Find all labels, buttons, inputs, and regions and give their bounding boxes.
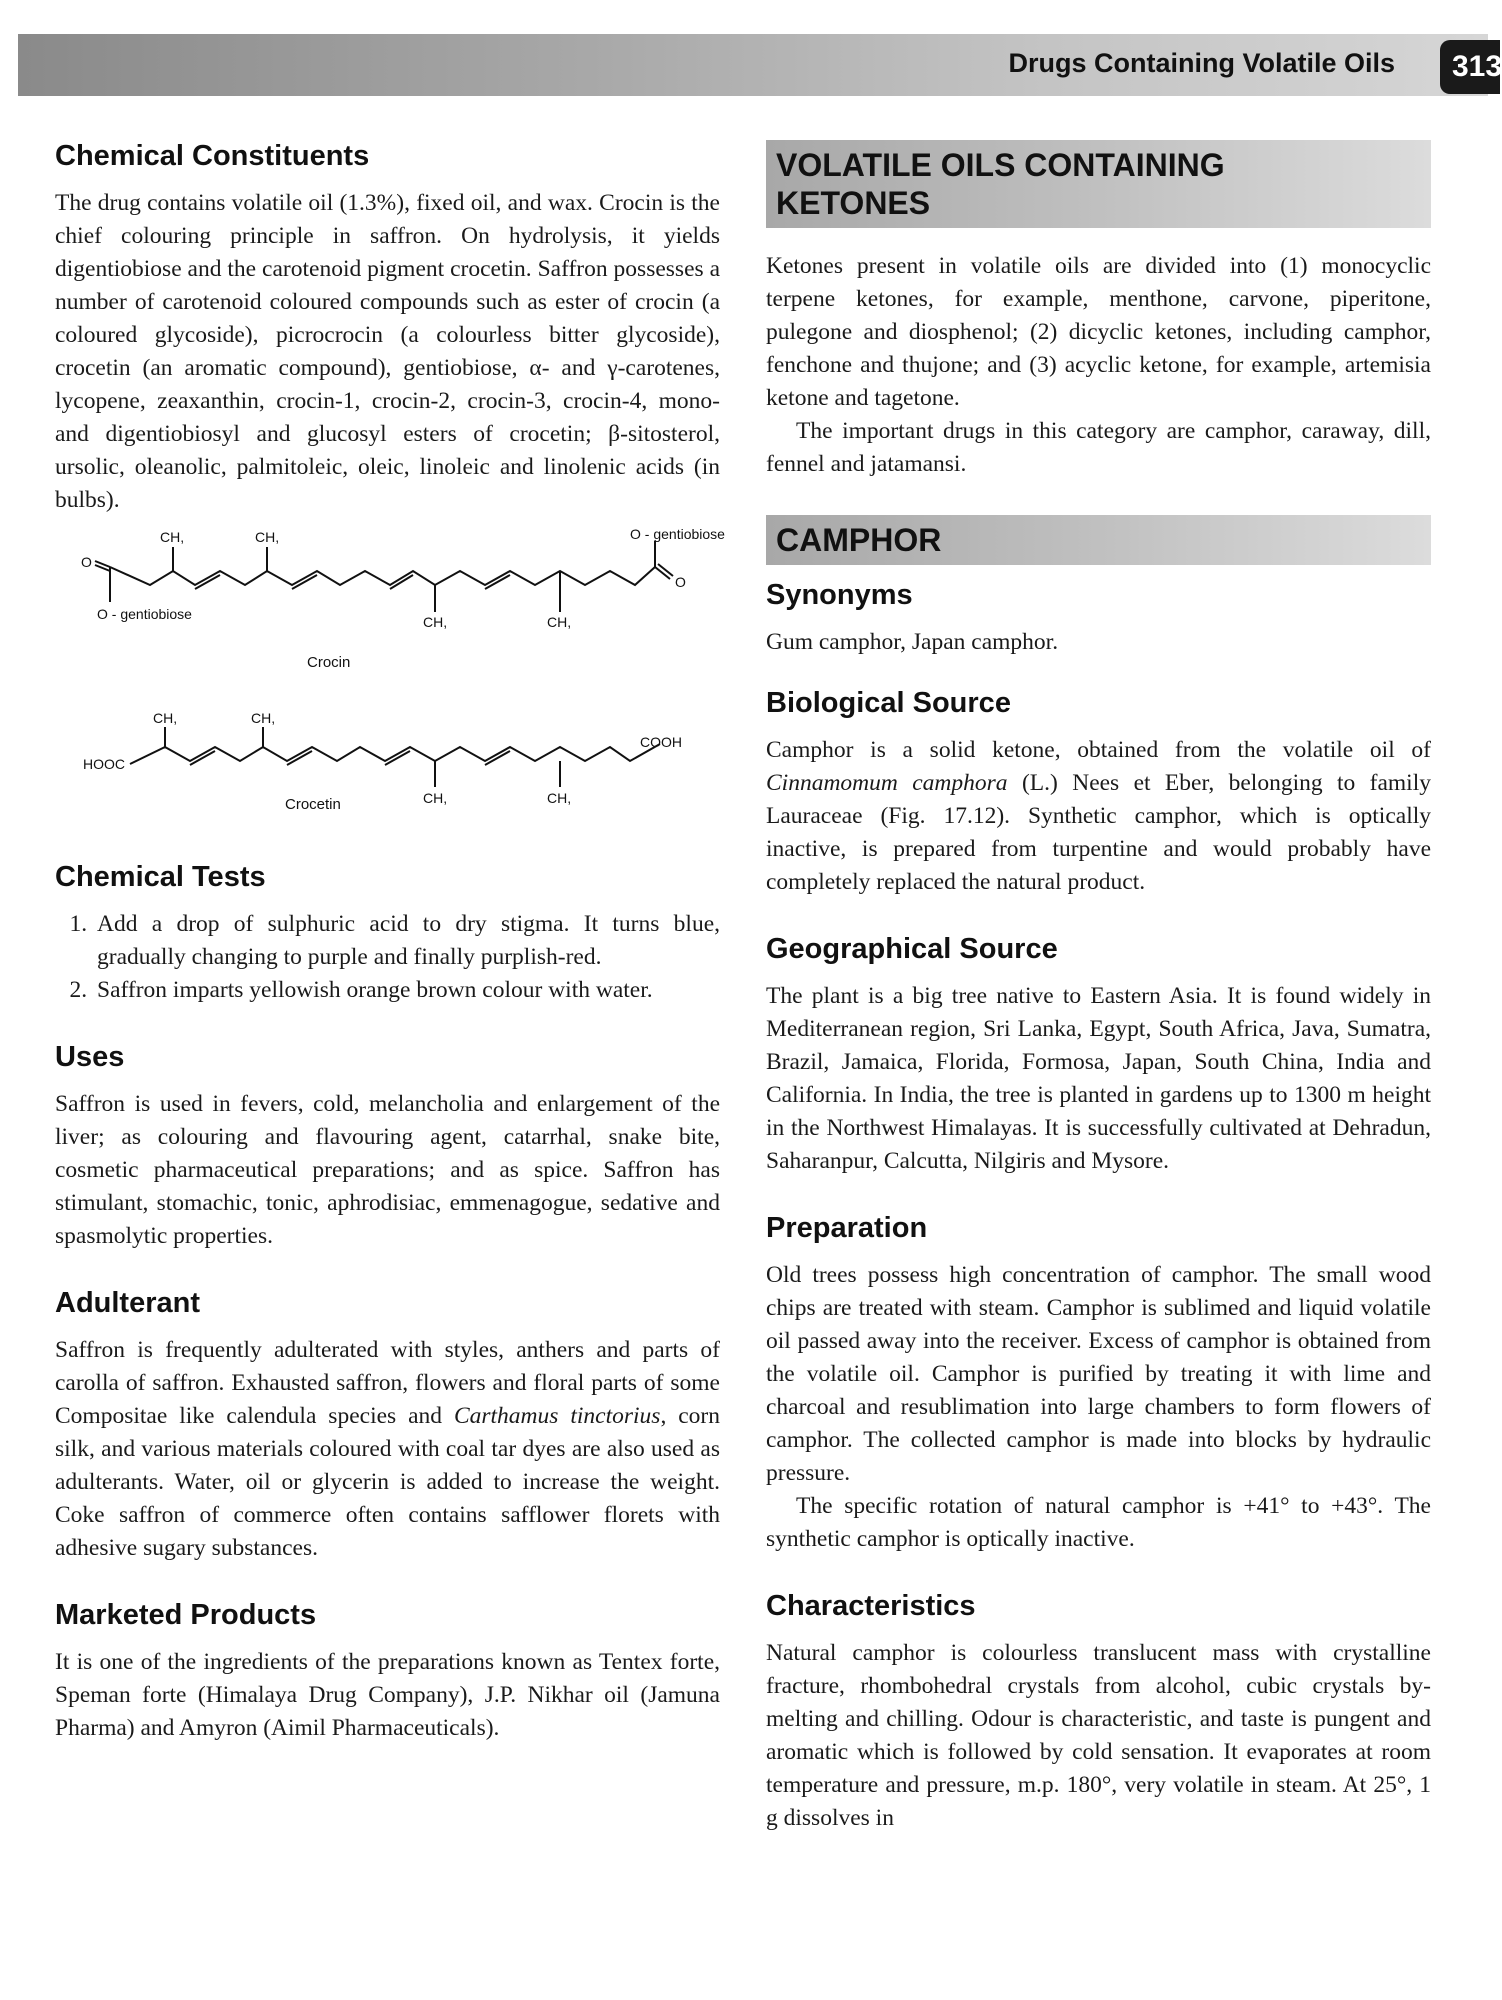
heading-chemical-constituents: Chemical Constituents (55, 140, 370, 172)
preparation-rotation-text: The specific rotation of natural camphor is +41° to +43°. The synthetic camphor is optically inactive. (766, 1493, 1431, 1552)
heading-chemical-tests: Chemical Tests (55, 861, 266, 893)
crocin-methyl-2: CH, (255, 529, 280, 545)
section-synonyms (766, 579, 1431, 659)
heading-adulterant: Adulterant (55, 1287, 200, 1319)
crocin-methyl-4: CH, (547, 614, 572, 630)
crocetin-caption: Crocetin (285, 796, 341, 813)
left-column (55, 140, 725, 1745)
chemical-tests-list (55, 908, 720, 1007)
crocin-sugar-right: O - gentiobiose (630, 526, 725, 542)
banner-camphor (766, 515, 1431, 565)
section-characteristics (766, 1590, 1431, 1835)
crocin-oxygen-1: O (81, 554, 92, 570)
crocetin-methyl-2: CH, (251, 710, 276, 726)
adulterant-species-name: Carthamus tinctorius (453, 1403, 661, 1429)
ketones-important-drugs-text: The important drugs in this category are camphor, caraway, dill, fennel and jatamansi. (766, 418, 1431, 477)
uses-text: Saffron is used in fevers, cold, melancholia and enlargement of the liver; as colouring and flavouring agent, catarrhal, snake bite, cosmetic pharmaceutical preparations; and as spice. Saffron has stimulant, stomachic, tonic, aphrodisiac, emmenagogue, sedative and spasmolytic properties. (55, 1091, 720, 1249)
crocin-caption: Crocin (307, 654, 351, 671)
synonyms-text: Gum camphor, Japan camphor. (766, 629, 1059, 655)
biological-source-species-name: Cinnamomum camphora (766, 770, 1008, 796)
biological-source-text (766, 734, 1431, 899)
heading-geographical-source: Geographical Source (766, 933, 1058, 965)
biological-source-part1: Camphor is a solid ketone, obtained from the volatile oil of (766, 737, 1431, 763)
crocin-methyl-1: CH, (160, 529, 185, 545)
crocetin-methyl-4: CH, (547, 790, 572, 806)
crocin-chain (95, 541, 673, 612)
banner-ketones-line1: VOLATILE OILS CONTAINING (776, 147, 1225, 183)
right-column (766, 140, 1431, 1835)
section-geographical-source (766, 933, 1431, 1178)
structure-crocin (55, 526, 725, 687)
crocetin-methyl-1: CH, (153, 710, 178, 726)
banner-camphor-label: CAMPHOR (776, 522, 942, 558)
section-uses (55, 1041, 720, 1253)
chemical-test-item: 2. Saffron imparts yellowish orange brown colour with water. (93, 974, 720, 1007)
adulterant-text-part1: Saffron is frequently adulterated with styles, anthers and parts of carolla of saffron. Exhausted saffron, flowers and floral parts of some Compositae like calendula species and (55, 1337, 720, 1429)
section-marketed-products (55, 1599, 720, 1745)
geographical-source-text: The plant is a big tree native to Eastern Asia. It is found widely in Mediterranean region, Sri Lanka, Egypt, South Africa, Java, Sumatra, Brazil, Jamaica, Florida, Formosa, Japan, South China, India and California. In India, the tree is planted in gardens up to 1300 m height in the Northwest Himalayas. It is successfully cultivated at Dehradun, Saharanpur, Calcutta, Nilgiris and Mysore. (766, 983, 1431, 1174)
marketed-products-text: It is one of the ingredients of the preparations known as Tentex forte, Speman forte (Himalaya Drug Company), J.P. Nikhar oil (Jamuna Pharma) and Amyron (Aimil Pharmaceuticals). (55, 1649, 720, 1741)
crocetin-chain (130, 727, 660, 787)
adulterant-text-part2: , corn silk, and various materials coloured with coal tar dyes are also used as adulterants. Water, oil or glycerin is added to increase the weight. Coke saffron of commerce often contains safflower florets with adhesive sugary substances. (55, 1403, 720, 1561)
section-preparation (766, 1212, 1431, 1556)
crocetin-methyl-3: CH, (423, 790, 448, 806)
structure-crocetin (55, 709, 720, 839)
chemical-test-item: 1. Add a drop of sulphuric acid to dry stigma. It turns blue, gradually changing to purple and finally purplish-red. (93, 908, 720, 974)
heading-preparation: Preparation (766, 1212, 928, 1244)
heading-uses: Uses (55, 1041, 125, 1073)
page-number-tab: 313 (1440, 40, 1500, 94)
heading-characteristics: Characteristics (766, 1590, 976, 1622)
running-header-title: Drugs Containing Volatile Oils (1008, 48, 1395, 78)
biological-source-part2: (L.) Nees et Eber, belonging to family Lauraceae (Fig. 17.12). Synthetic camphor, which is optically inactive, is prepared from turpentine and would probably have completely replaced the natural product. (766, 770, 1431, 895)
section-ketones-intro (766, 250, 1431, 481)
heading-marketed-products: Marketed Products (55, 1599, 317, 1631)
section-biological-source (766, 687, 1431, 899)
banner-ketones-line2: KETONES (776, 185, 931, 221)
crocin-oxygen-2: O (675, 574, 686, 590)
crocetin-acid-right: COOH (640, 734, 682, 750)
adulterant-text (55, 1334, 720, 1565)
crocin-methyl-3: CH, (423, 614, 448, 630)
section-chemical-constituents (55, 140, 720, 517)
section-adulterant (55, 1287, 720, 1565)
characteristics-text: Natural camphor is colourless translucent mass with crystalline fracture, rhombohedral crystals from alcohol, cubic crystals by-melting and chilling. Odour is characteristic, and taste is pungent and aromatic which is followed by cold sensation. It evaporates at room temperature and pressure, m.p. 180°, very volatile in steam. At 25°, 1 g dissolves in (766, 1640, 1431, 1831)
section-chemical-tests (55, 861, 720, 1007)
preparation-text: Old trees possess high concentration of camphor. The small wood chips are treated with steam. Camphor is sublimed and liquid volatile oil passed away into the receiver. Excess of camphor is obtained from the volatile oil. Camphor is purified by treating it with lime and charcoal and resublimation into large chambers to form flowers of camphor. The collected camphor is made into blocks by hydraulic pressure. (766, 1262, 1431, 1486)
banner-volatile-oils-ketones (766, 140, 1431, 228)
chemical-constituents-text: The drug contains volatile oil (1.3%), fixed oil, and wax. Crocin is the chief colouring principle in saffron. On hydrolysis, it yields digentiobiose and the carotenoid pigment crocetin. Saffron possesses a number of carotenoid coloured compounds such as ester of crocin (a coloured glycoside), picrocrocin (a colourless bitter glycoside), crocetin (an aromatic compound), gentiobiose, α- and γ-carotenes, lycopene, zeaxanthin, crocin-1, crocin-2, crocin-3, crocin-4, mono- and digentiobiosyl and glucosyl esters of crocetin; β-sitosterol, ursolic, oleanolic, palmitoleic, oleic, linoleic and linolenic acids (in bulbs). (55, 190, 720, 513)
crocetin-acid-left: HOOC (83, 756, 125, 772)
heading-biological-source: Biological Source (766, 687, 1011, 719)
crocin-sugar-left: O - gentiobiose (97, 606, 192, 622)
heading-synonyms: Synonyms (766, 579, 913, 611)
ketones-intro-text: Ketones present in volatile oils are divided into (1) monocyclic terpene ketones, for example, menthone, carvone, piperitone, pulegone and diosphenol; (2) dicyclic ketones, including camphor, fenchone and thujone; and (3) acyclic ketone, for example, artemisia ketone and tagetone. (766, 253, 1431, 411)
